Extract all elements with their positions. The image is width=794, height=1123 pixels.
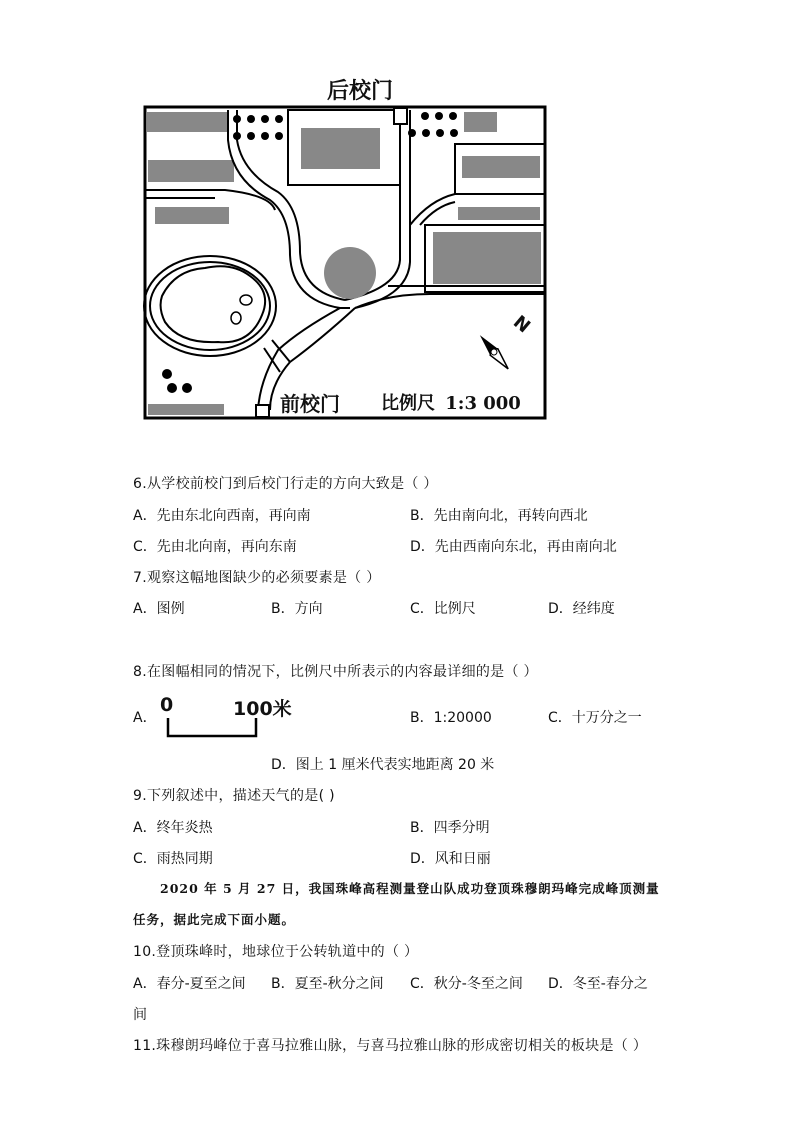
q9-option-b[interactable]: B．四季分明	[410, 820, 490, 836]
q8-option-c[interactable]: C．十万分之一	[548, 710, 642, 726]
building	[433, 232, 541, 284]
q8-option-d[interactable]: D．图上 1 厘米代表实地距离 20 米	[271, 757, 495, 773]
building	[147, 112, 227, 132]
question-8: 8.在图幅相同的情况下，比例尺中所表示的内容最详细的是（ ）	[133, 664, 538, 680]
q10-option-a[interactable]: A．春分-夏至之间	[133, 976, 246, 992]
q8-option-a[interactable]: A．	[133, 710, 157, 726]
q6-option-a[interactable]: A．先由东北向西南，再向南	[133, 508, 311, 524]
q10-option-d-wrap: 间	[133, 1007, 147, 1023]
q9-option-a[interactable]: A．终年炎热	[133, 820, 213, 836]
back-gate-marker	[394, 108, 407, 124]
building	[458, 207, 540, 220]
north-label: N	[509, 311, 535, 338]
building	[148, 160, 234, 182]
q6-option-b[interactable]: B．先由南向北，再转向西北	[410, 508, 588, 524]
scale-bar-start: 0	[160, 694, 174, 716]
q8-option-b[interactable]: B．1:20000	[410, 710, 492, 726]
map-title: 后校门	[327, 79, 394, 104]
q6-option-c[interactable]: C．先由北向南，再向东南	[133, 539, 297, 555]
passage-line-2: 任务，据此完成下面小题。	[133, 912, 296, 927]
question-7: 7.观察这幅地图缺少的必须要素是（ ）	[133, 570, 381, 586]
scale-label: 比例尺 1:3 000	[381, 393, 521, 414]
q9-option-d[interactable]: D．风和日丽	[410, 851, 491, 867]
building	[155, 207, 229, 224]
q10-option-d[interactable]: D．冬至-春分之	[548, 976, 648, 992]
campus-map	[0, 0, 794, 430]
q7-option-a[interactable]: A．图例	[133, 601, 185, 617]
q6-option-d[interactable]: D．先由西南向东北，再由南向北	[410, 539, 617, 555]
scale-bar-graphic	[163, 718, 263, 738]
q7-option-c[interactable]: C．比例尺	[410, 601, 476, 617]
question-6: 6.从学校前校门到后校门行走的方向大致是（ ）	[133, 476, 438, 492]
building	[148, 404, 224, 415]
building	[301, 128, 380, 169]
question-11: 11.珠穆朗玛峰位于喜马拉雅山脉，与喜马拉雅山脉的形成密切相关的板块是（ ）	[133, 1038, 648, 1054]
q7-option-d[interactable]: D．经纬度	[548, 601, 615, 617]
question-9: 9.下列叙述中，描述天气的是( )	[133, 788, 335, 804]
q9-option-c[interactable]: C．雨热同期	[133, 851, 213, 867]
q7-option-b[interactable]: B．方向	[271, 601, 323, 617]
scale-bar-end: 100米	[233, 698, 292, 720]
q10-option-c[interactable]: C．秋分-冬至之间	[410, 976, 523, 992]
q10-option-b[interactable]: B．夏至-秋分之间	[271, 976, 384, 992]
front-gate-label: 前校门	[280, 392, 340, 416]
passage-line-1: 2020 年 5 月 27 日，我国珠峰高程测量登山队成功登顶珠穆朗玛峰完成峰顶测量	[160, 881, 660, 896]
front-gate-marker	[256, 405, 269, 417]
building	[462, 156, 540, 178]
question-10: 10.登顶珠峰时，地球位于公转轨道中的（ ）	[133, 944, 419, 960]
fountain-circle	[324, 247, 376, 299]
building	[464, 112, 497, 132]
